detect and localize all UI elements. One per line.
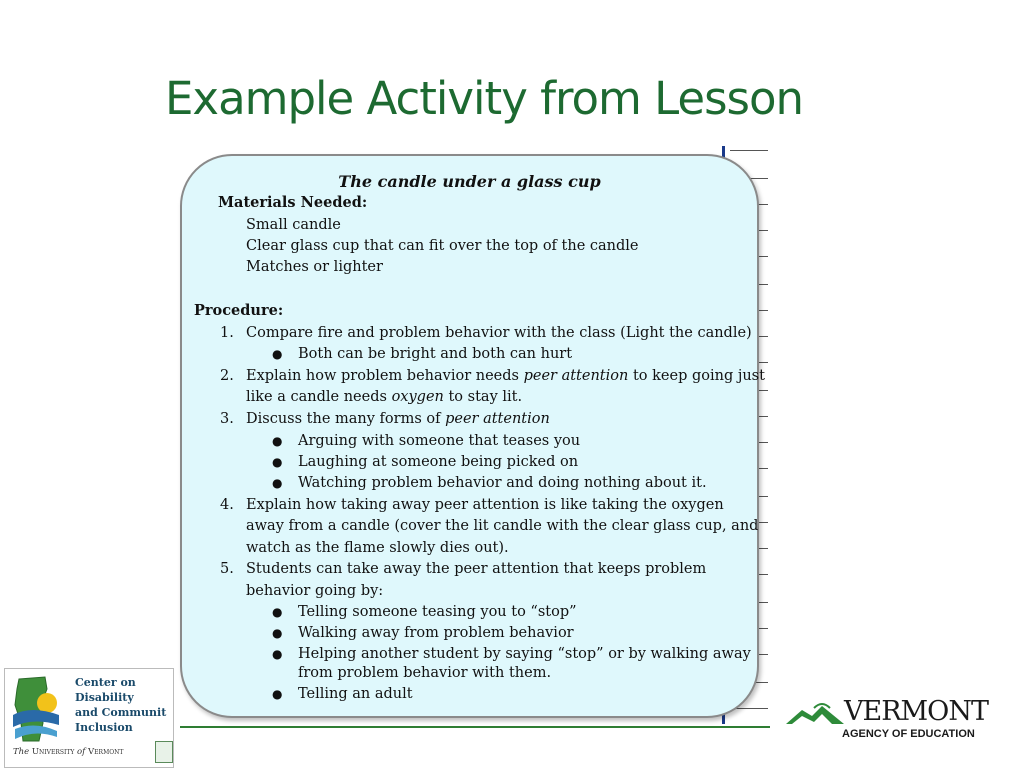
uvm-part: The xyxy=(13,747,32,757)
procedure-heading: Procedure: xyxy=(194,302,284,319)
bullet-icon: ● xyxy=(272,647,283,661)
activity-card xyxy=(180,154,765,718)
bullet-text: Telling an adult xyxy=(298,686,413,702)
slide-title: Example Activity from Lesson xyxy=(165,72,804,125)
cdci-name xyxy=(75,675,166,735)
material-item: Small candle xyxy=(246,217,341,233)
bullet-icon: ● xyxy=(272,605,283,619)
bullet-text: Arguing with someone that teases you xyxy=(298,433,581,449)
text-run: Explain how problem behavior needs xyxy=(246,368,524,384)
agency-label: AGENCY OF EDUCATION xyxy=(842,728,975,740)
activity-title: The candle under a glass cup xyxy=(338,172,601,191)
uvm-seal-icon xyxy=(155,741,173,763)
step-text: watch as the flame slowly dies out). xyxy=(246,540,509,556)
cdci-line: Center on xyxy=(75,676,136,689)
vermont-map-icon xyxy=(11,675,61,743)
step-number: 3. xyxy=(220,411,234,427)
bullet-icon: ● xyxy=(272,434,283,448)
footer-divider xyxy=(180,726,770,728)
step-text: Explain how taking away peer attention is like taking the oxygen xyxy=(246,497,724,513)
uvm-part: of xyxy=(74,747,89,757)
uvm-part: Vermont xyxy=(88,747,124,757)
bullet-icon: ● xyxy=(272,626,283,640)
cdci-line: Disability xyxy=(75,691,134,704)
bullet-text: Laughing at someone being picked on xyxy=(298,454,579,470)
step-number: 2. xyxy=(220,368,234,384)
material-item: Matches or lighter xyxy=(246,259,383,275)
bullet-text: Both can be bright and both can hurt xyxy=(298,346,573,362)
vermont-wordmark: VERMONT xyxy=(844,696,988,727)
step-text: Compare fire and problem behavior with the class (Light the candle) xyxy=(246,325,752,341)
bullet-icon: ● xyxy=(272,347,283,361)
mountain-icon xyxy=(786,702,844,726)
bullet-text: Walking away from problem behavior xyxy=(298,625,574,641)
bullet-icon: ● xyxy=(272,455,283,469)
step-number: 1. xyxy=(220,325,234,341)
vermont-agency-logo xyxy=(786,696,988,746)
step-number: 4. xyxy=(220,497,234,513)
text-run: Discuss the many forms of xyxy=(246,411,446,427)
emphasis: peer attention xyxy=(445,411,550,427)
uvm-part: University xyxy=(31,747,75,757)
step-text xyxy=(246,388,522,406)
bullet-text: Telling someone teasing you to “stop” xyxy=(298,604,577,620)
step-number: 5. xyxy=(220,561,234,577)
text-run: to stay lit. xyxy=(443,389,523,405)
bullet-icon: ● xyxy=(272,476,283,490)
cdci-line: and Communit xyxy=(75,706,167,719)
text-run: like a candle needs xyxy=(246,389,392,405)
text-run: to keep going just xyxy=(628,368,765,384)
emphasis: peer attention xyxy=(523,368,629,384)
material-item: Clear glass cup that can fit over the top of the candle xyxy=(246,238,639,254)
bullet-icon: ● xyxy=(272,687,283,701)
emphasis: oxygen xyxy=(391,389,444,405)
bullet-text: Helping another student by saying “stop” or by walking away xyxy=(298,646,751,662)
step-text: Students can take away the peer attention that keeps problem xyxy=(246,561,707,577)
step-text xyxy=(246,410,550,428)
cdci-logo xyxy=(4,668,174,768)
step-text xyxy=(246,367,765,385)
materials-heading: Materials Needed: xyxy=(218,194,368,211)
bullet-text: from problem behavior with them. xyxy=(298,665,552,681)
cdci-line: Inclusion xyxy=(75,721,133,734)
step-text: away from a candle (cover the lit candle with the clear glass cup, and xyxy=(246,518,759,534)
strip-tick xyxy=(730,150,768,151)
uvm-wordmark xyxy=(13,747,123,757)
bullet-text: Watching problem behavior and doing nothing about it. xyxy=(298,475,707,491)
step-text: behavior going by: xyxy=(246,583,384,599)
